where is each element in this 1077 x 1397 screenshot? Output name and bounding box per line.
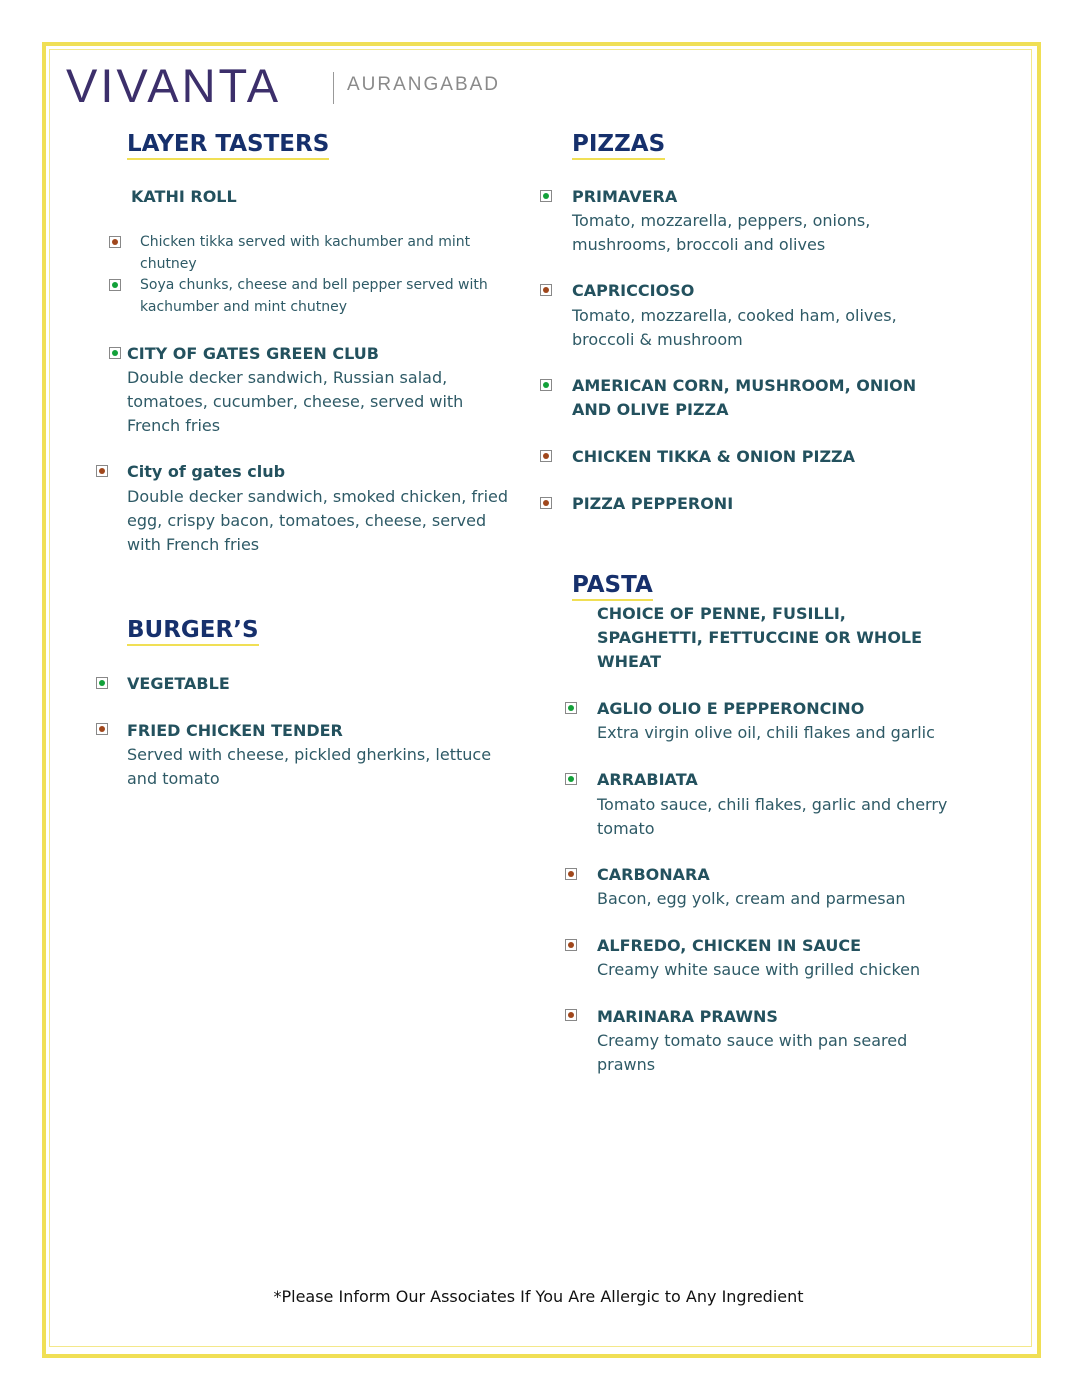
section-title-burgers: BURGER’S [127,617,259,646]
veg-marker-icon [96,677,108,689]
nonveg-marker-icon [540,497,552,509]
item-american-corn-pizza: AMERICAN CORN, MUSHROOM, ONION AND OLIVE PIZZA [572,376,917,419]
veg-marker-icon [109,279,121,291]
item-aglio-olio: AGLIO OLIO E PEPPERONCINO [597,699,865,718]
item-alfredo-desc: Creamy white sauce with grilled chicken [597,960,921,979]
logo-location: AURANGABAD [347,74,501,95]
item-carbonara: CARBONARA [597,865,710,884]
item-vegetable-burger: VEGETABLE [127,674,230,693]
veg-marker-icon [565,773,577,785]
veg-marker-icon [565,702,577,714]
nonveg-marker-icon [96,465,108,477]
item-marinara-prawns: MARINARA PRAWNS [597,1007,778,1026]
logo-divider [333,72,334,104]
item-primavera-desc: Tomato, mozzarella, peppers, onions, mushrooms, broccoli and olives [572,211,871,254]
veg-marker-icon [540,379,552,391]
item-primavera: PRIMAVERA [572,187,678,206]
item-fried-chicken-tender-desc: Served with cheese, pickled gherkins, lettuce and tomato [127,745,492,788]
logo-brand: VIVANTA [66,59,282,112]
nonveg-marker-icon [96,723,108,735]
item-marinara-prawns-desc: Creamy tomato sauce with pan seared prawns [597,1031,908,1074]
item-green-club: CITY OF GATES GREEN CLUB [127,344,379,363]
item-gates-club: City of gates club [127,462,286,481]
item-carbonara-desc: Bacon, egg yolk, cream and parmesan [597,889,906,908]
item-chicken-tikka-pizza: CHICKEN TIKKA & ONION PIZZA [572,447,856,466]
item-alfredo: ALFREDO, CHICKEN IN SAUCE [597,936,862,955]
item-fried-chicken-tender: FRIED CHICKEN TENDER [127,721,343,740]
item-aglio-olio-desc: Extra virgin olive oil, chili flakes and garlic [597,723,935,742]
section-title-pizzas: PIZZAS [572,131,665,160]
item-arrabiata: ARRABIATA [597,770,698,789]
logo [66,59,501,112]
nonveg-marker-icon [540,284,552,296]
item-green-club-desc: Double decker sandwich, Russian salad, tomatoes, cucumber, cheese, served with French fries [127,368,464,435]
item-kathi-roll: KATHI ROLL [131,187,237,206]
pasta-choice: CHOICE OF PENNE, FUSILLI, SPAGHETTI, FETTUCCINE OR WHOLE WHEAT [597,604,923,671]
nonveg-marker-icon [109,236,121,248]
item-pizza-pepperoni: PIZZA PEPPERONI [572,494,734,513]
nonveg-marker-icon [565,1009,577,1021]
veg-marker-icon [540,190,552,202]
section-title-pasta: PASTA [572,572,653,601]
nonveg-marker-icon [565,939,577,951]
nonveg-marker-icon [540,450,552,462]
nonveg-marker-icon [565,868,577,880]
kathi-option-chicken: Chicken tikka served with kachumber and mint chutney [140,234,471,272]
allergy-notice: *Please Inform Our Associates If You Are Allergic to Any Ingredient [273,1287,804,1306]
item-arrabiata-desc: Tomato sauce, chili flakes, garlic and cherry tomato [597,795,948,838]
kathi-option-soya: Soya chunks, cheese and bell pepper served with kachumber and mint chutney [140,277,488,315]
veg-marker-icon [109,347,121,359]
item-capriccioso: CAPRICCIOSO [572,281,695,300]
item-gates-club-desc: Double decker sandwich, smoked chicken, fried egg, crispy bacon, tomatoes, cheese, served with French fries [127,487,509,554]
section-title-layer-tasters: LAYER TASTERS [127,131,329,160]
item-capriccioso-desc: Tomato, mozzarella, cooked ham, olives, broccoli & mushroom [572,306,897,349]
